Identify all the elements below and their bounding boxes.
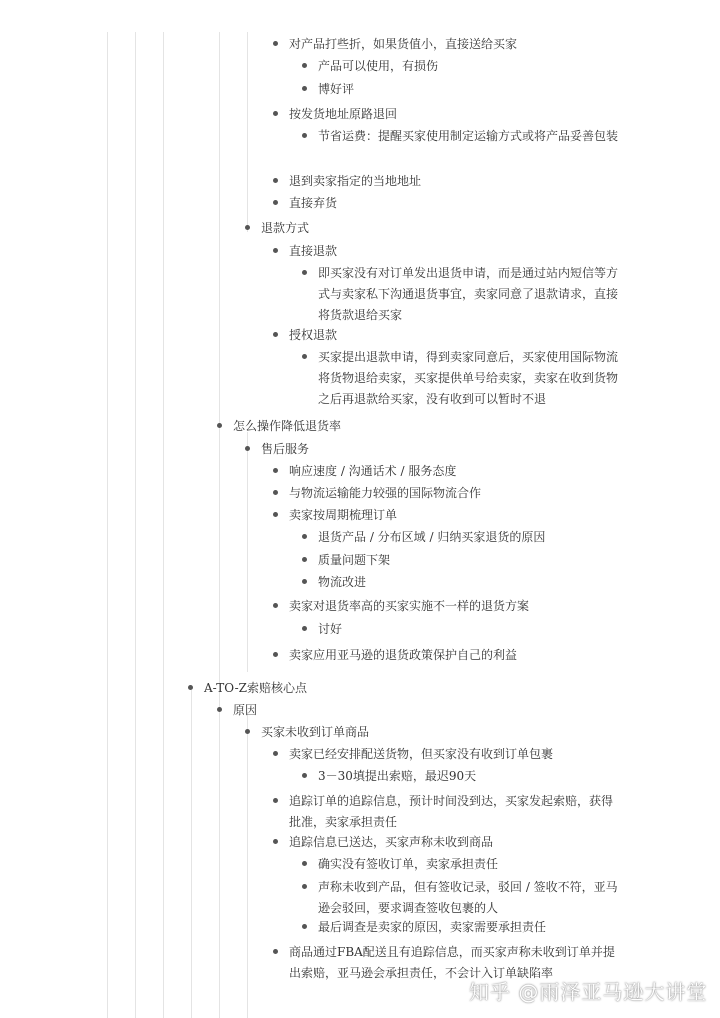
list-item: 产品可以使用，有损伤 [318, 59, 439, 73]
list-item: 退到卖家指定的当地地址 [289, 174, 422, 188]
tree-guide-line [135, 32, 136, 1018]
list-item: 3－30填提出索赔，最迟90天 [318, 769, 477, 783]
bullet-icon [273, 200, 278, 205]
bullet-icon [273, 603, 278, 608]
tree-guide-line [163, 32, 164, 1018]
list-item: 商品通过FBA配送且有追踪信息，而买家声称未收到订单并提出索赔，亚马逊会承担责任，不会计入订单缺陷率 [289, 945, 615, 980]
bullet-icon [273, 751, 278, 756]
list-item: 怎么操作降低退货率 [233, 419, 342, 433]
list-item: 卖家对退货率高的买家实施不一样的退货方案 [289, 599, 530, 613]
list-item: 卖家按周期梳理订单 [289, 508, 398, 522]
list-item: 物流改进 [318, 575, 367, 589]
list-item: 直接退款 [289, 244, 338, 258]
list-item: A-TO-Z索赔核心点 [204, 681, 307, 695]
list-item: 质量问题下架 [318, 553, 391, 567]
bullet-icon [273, 490, 278, 495]
bullet-icon [302, 884, 307, 889]
bullet-icon [245, 729, 250, 734]
list-item: 博好评 [318, 82, 355, 96]
bullet-icon [273, 652, 278, 657]
bullet-icon [302, 773, 307, 778]
list-item: 声称未收到产品，但有签收记录，驳回 / 签收不符，亚马逊会驳回，要求调查签收包裹的人 [318, 880, 618, 915]
bullet-icon [217, 707, 222, 712]
tree-guide-line [247, 712, 248, 1018]
tree-guide-line [219, 32, 220, 1018]
tree-guide-line [247, 432, 248, 672]
tree-guide-line [247, 32, 248, 232]
tree-guide-line [107, 32, 108, 1018]
bullet-icon [302, 557, 307, 562]
bullet-icon [273, 248, 278, 253]
list-item: 授权退款 [289, 328, 338, 342]
list-item: 退款方式 [261, 221, 310, 235]
bullet-icon [302, 63, 307, 68]
bullet-icon [302, 534, 307, 539]
list-item: 追踪信息已送达，买家声称未收到商品 [289, 835, 494, 849]
bullet-icon [273, 332, 278, 337]
list-item: 节省运费：提醒买家使用制定运输方式或将产品妥善包装 [318, 129, 619, 143]
watermark: 知乎 @雨泽亚马逊大讲堂 [469, 980, 708, 1004]
list-item: 确实没有签收订单，卖家承担责任 [318, 857, 499, 871]
bullet-icon [302, 861, 307, 866]
bullet-icon [273, 41, 278, 46]
bullet-icon [273, 949, 278, 954]
bullet-icon [302, 579, 307, 584]
bullet-icon [302, 354, 307, 359]
list-item: 原因 [233, 703, 258, 717]
bullet-icon [302, 626, 307, 631]
bullet-icon [273, 798, 278, 803]
bullet-icon [245, 225, 250, 230]
list-item: 与物流运输能力较强的国际物流合作 [289, 486, 482, 500]
bullet-icon [245, 446, 250, 451]
list-item: 卖家应用亚马逊的退货政策保护自己的利益 [289, 648, 518, 662]
bullet-icon [273, 111, 278, 116]
list-item: 卖家已经安排配送货物，但买家没有收到订单包裹 [289, 747, 554, 761]
list-item: 即买家没有对订单发出退货申请，而是通过站内短信等方式与卖家私下沟通退货事宜，卖家同意了退款请求，直接将货款退给买家 [318, 266, 619, 322]
list-item: 讨好 [318, 622, 343, 636]
tree-guide-line [191, 690, 192, 1018]
bullet-icon [273, 839, 278, 844]
bullet-icon [188, 685, 193, 690]
list-item: 按发货地址原路退回 [289, 107, 398, 121]
list-item: 直接弃货 [289, 196, 338, 210]
bullet-icon [273, 468, 278, 473]
list-item: 退货产品 / 分布区域 / 归纳买家退货的原因 [318, 530, 546, 544]
bullet-icon [302, 270, 307, 275]
bullet-icon [302, 924, 307, 929]
list-item: 最后调查是卖家的原因，卖家需要承担责任 [318, 920, 547, 934]
bullet-icon [273, 178, 278, 183]
list-item: 买家提出退款申请，得到卖家同意后，买家使用国际物流将货物退给卖家，买家提供单号给卖家，卖家在收到货物之后再退款给买家，没有收到可以暂时不退 [318, 350, 619, 406]
list-item: 追踪订单的追踪信息，预计时间没到达，买家发起索赔，获得批准，卖家承担责任 [289, 794, 614, 829]
bullet-icon [302, 86, 307, 91]
bullet-icon [217, 423, 222, 428]
list-item: 对产品打些折，如果货值小，直接送给买家 [289, 37, 518, 51]
bullet-icon [302, 133, 307, 138]
list-item: 售后服务 [261, 442, 310, 456]
list-item: 响应速度 / 沟通话术 / 服务态度 [289, 464, 457, 478]
list-item: 买家未收到订单商品 [261, 725, 370, 739]
bullet-icon [273, 512, 278, 517]
